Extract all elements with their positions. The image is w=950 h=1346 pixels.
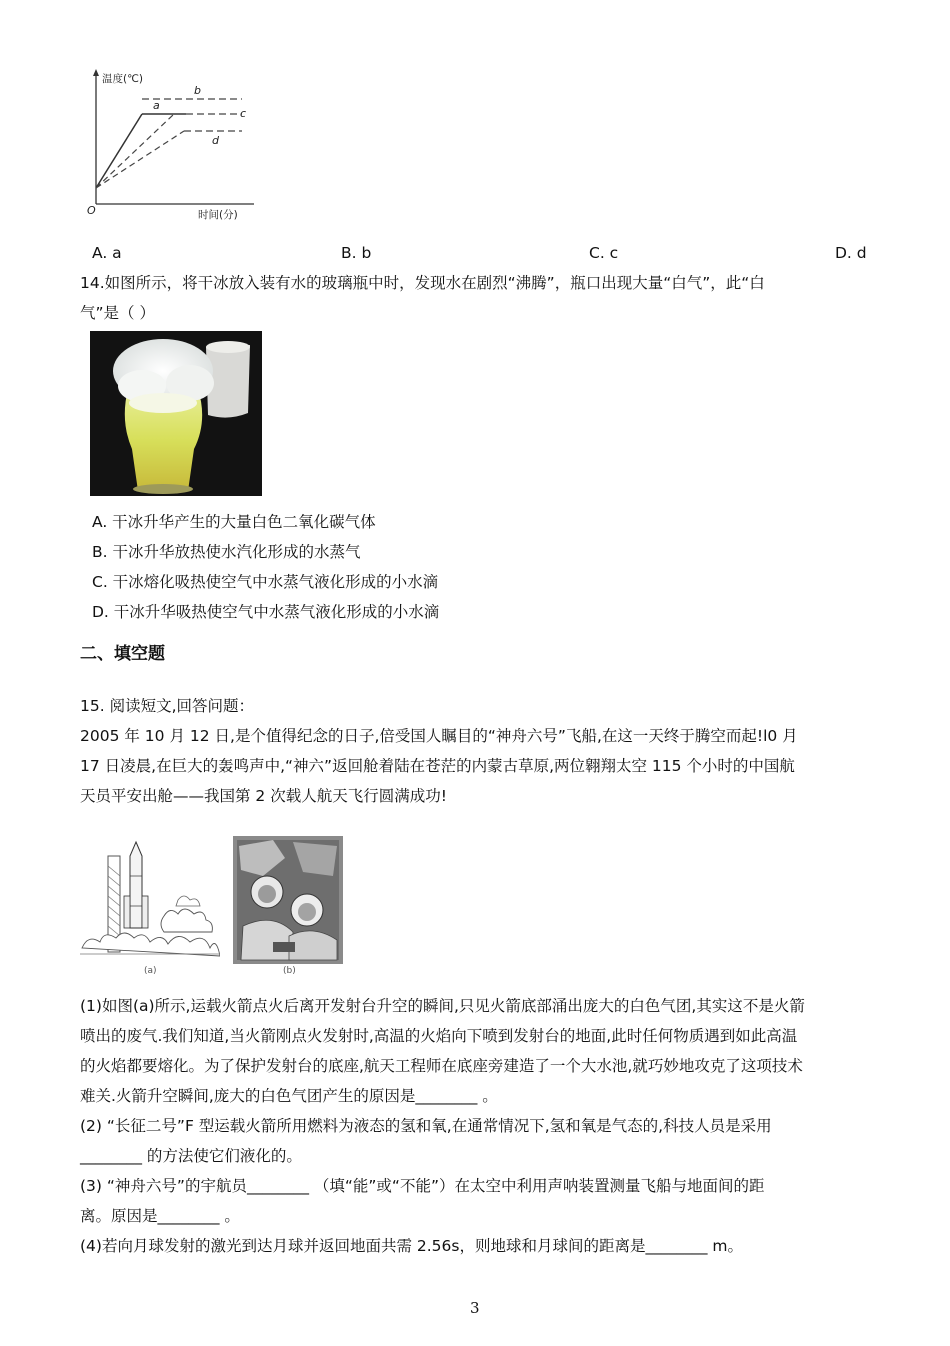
q14-option-c: C. 干冰熔化吸热使空气中水蒸气液化形成的小水滴 <box>92 573 439 591</box>
q14-stem-line-2: 气”是（ ） <box>80 304 155 322</box>
q15-passage-line-1: 2005 年 10 月 12 日,是个值得纪念的日子,倍受国人瞩目的“神舟六号”飞船,在这一天终于腾空而起!l0 月 <box>80 727 798 745</box>
section-heading: 二、填空题 <box>80 644 165 664</box>
q15-passage-line-3: 天员平安出舱——我国第 2 次载人航天飞行圆满成功! <box>80 787 447 805</box>
q15-sub-line-9: (4)若向月球发射的激光到达月球并返回地面共需 2.56s，则地球和月球间的距离是________ m。 <box>80 1237 743 1255</box>
y-axis-label: 温度(℃) <box>102 73 143 85</box>
page-number: 3 <box>470 1299 480 1317</box>
q15-intro: 15. 阅读短文,回答问题： <box>80 697 255 715</box>
dry-ice-glass-photo <box>90 331 262 496</box>
q15-sub-line-7: (3) “神舟六号”的宇航员________ （填“能”或“不能”）在太空中利用声呐装置测量飞船与地面间的距 <box>80 1177 765 1195</box>
q15-sub-line-6: ________ 的方法使它们液化的。 <box>80 1147 302 1165</box>
origin-label: O <box>87 204 96 217</box>
q15-sub-line-3: 的火焰都要熔化。为了保护发射台的底座,航天工程师在底座旁建造了一个大水池,就巧妙地攻克了这项技术 <box>80 1057 803 1075</box>
line-label-c: c <box>240 107 247 120</box>
line-label-d: d <box>212 134 219 147</box>
x-axis-label: 时间(分) <box>198 209 238 221</box>
q15-sub-line-8: 离。原因是________ 。 <box>80 1207 240 1225</box>
rocket-launch-figure <box>80 836 220 976</box>
line-label-b: b <box>194 84 201 97</box>
temperature-time-graph <box>82 68 262 226</box>
q14-option-d: D. 干冰升华吸热使空气中水蒸气液化形成的小水滴 <box>92 603 440 621</box>
q14-option-b: B. 干冰升华放热使水汽化形成的水蒸气 <box>92 543 361 561</box>
q13-option-d: D. d <box>835 244 867 262</box>
line-label-a: a <box>153 99 160 112</box>
q15-sub-line-5: (2) “长征二号”F 型运载火箭所用燃料为液态的氢和氧,在通常情况下,氢和氧是气态的,科技人员是采用 <box>80 1117 772 1135</box>
figure-label-b: (b) <box>283 966 296 976</box>
astronauts-figure <box>233 836 343 976</box>
figure-label-a: (a) <box>144 966 157 976</box>
q13-option-c: C. c <box>589 244 619 262</box>
q15-sub-line-4: 难关.火箭升空瞬间,庞大的白色气团产生的原因是________ 。 <box>80 1087 498 1105</box>
q13-option-a: A. a <box>92 244 122 262</box>
q13-option-b: B. b <box>341 244 372 262</box>
q15-passage-line-2: 17 日凌晨,在巨大的轰鸣声中,“神六”返回舱着陆在苍茫的内蒙古草原,两位翱翔太空 115 个小时的中国航 <box>80 757 795 775</box>
q14-stem-line-1: 14.如图所示，将干冰放入装有水的玻璃瓶中时，发现水在剧烈“沸腾”，瓶口出现大量“白气”，此“白 <box>80 274 765 292</box>
q14-option-a: A. 干冰升华产生的大量白色二氧化碳气体 <box>92 513 376 531</box>
q15-sub-line-2: 喷出的废气.我们知道,当火箭刚点火发射时,高温的火焰向下喷到发射台的地面,此时任何物质遇到如此高温 <box>80 1027 798 1045</box>
q15-sub-line-1: (1)如图(a)所示,运载火箭点火后离开发射台升空的瞬间,只见火箭底部涌出庞大的白色气团,其实这不是火箭 <box>80 997 805 1015</box>
